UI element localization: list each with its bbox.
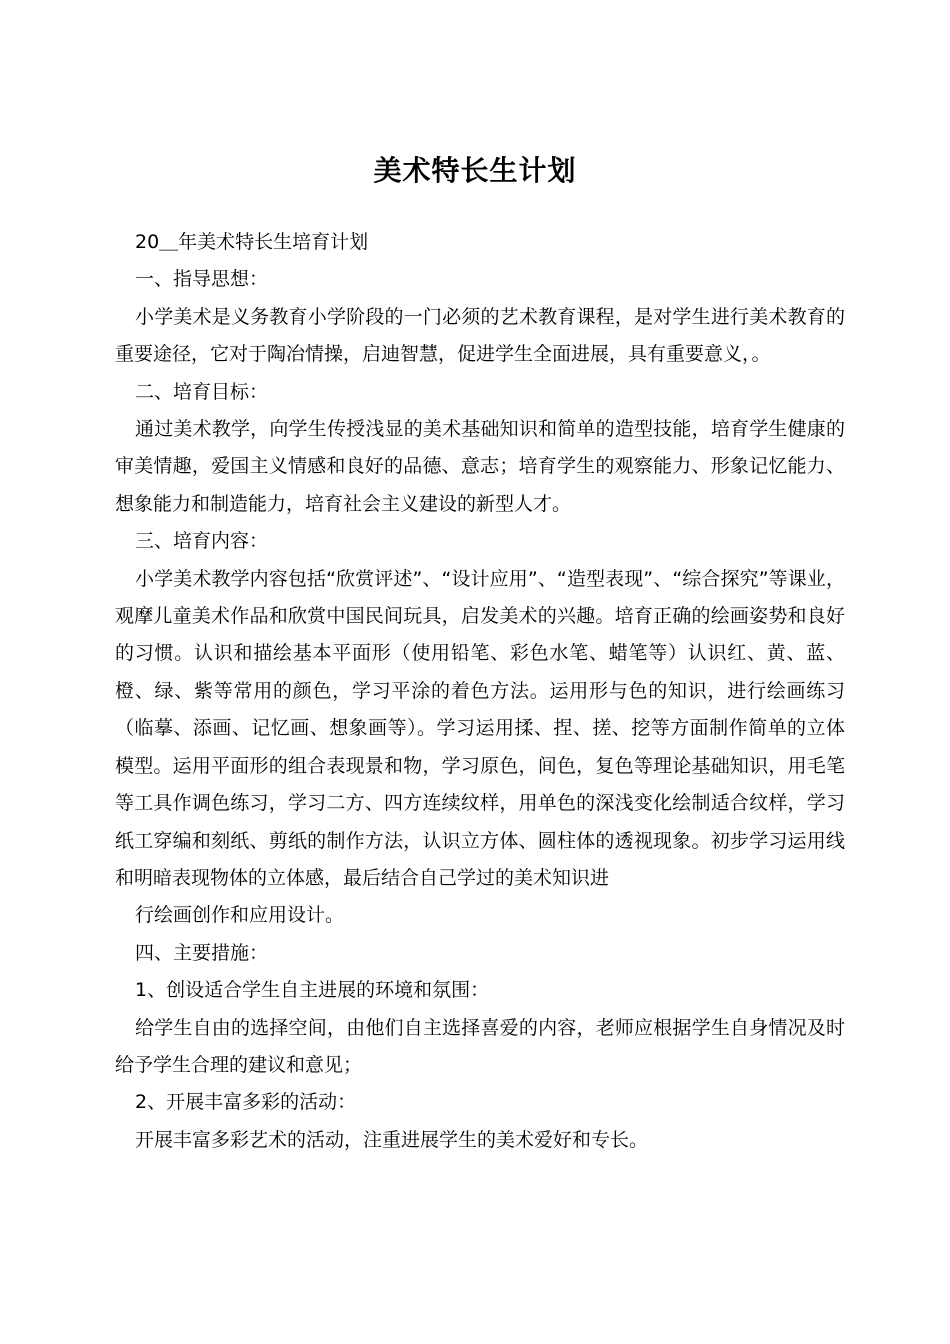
section-heading-goals: 二、培育目标： — [135, 380, 269, 403]
paragraph-guiding-thought: 小学美术是义务教育小学阶段的一门必须的艺术教育课程，是对学生进行美术教育的重要途径，它对于陶冶情操，启迪智慧，促进学生全面进展，具有重要意义，。 — [115, 305, 845, 366]
paragraph-content-continuation: 行绘画创作和应用设计。 — [135, 904, 345, 927]
section-heading-guiding-thought: 一、指导思想： — [135, 268, 269, 291]
paragraph-goals: 通过美术教学，向学生传授浅显的美术基础知识和简单的造型技能，培育学生健康的审美情趣，爱国主义情感和良好的品德、意志；培育学生的观察能力、形象记忆能力、想象能力和制造能力，培育社会主义建设的新型人才。 — [115, 418, 845, 515]
section-heading-measures: 四、主要措施： — [135, 941, 269, 964]
plan-subtitle: 20＿年美术特长生培育计划 — [135, 231, 369, 253]
section-heading-content: 三、培育内容： — [135, 530, 269, 553]
measure-1-heading: 1、创设适合学生自主进展的环境和氛围： — [135, 979, 490, 1002]
document-body — [115, 224, 845, 1159]
measure-2-heading: 2、开展丰富多彩的活动： — [135, 1091, 357, 1114]
document-title: 美术特长生计划 — [373, 153, 577, 187]
measure-2-paragraph: 开展丰富多彩艺术的活动，注重进展学生的美术爱好和专长。 — [135, 1128, 649, 1151]
paragraph-content: 小学美术教学内容包括“欣赏评述”、“设计应用”、“造型表现”、“综合探究”等课业，观摩儿童美术作品和欣赏中国民间玩具，启发美术的兴趣。培育正确的绘画姿势和良好的习惯。认识和描绘基本平面形（使用铅笔、彩色水笔、蜡笔等）认识红、黄、蓝、橙、绿、紫等常用的颜色，学习平涂的着色方法。运用形与色的知识，进行绘画练习（临摹、添画、记忆画、想象画等）。学习运用揉、捏、搓、挖等方面制作简单的立体模型。运用平面形的组合表现景和物，学习原色，间色，复色等理论基础知识，用毛笔等工具作调色练习，学习二方、四方连续纹样，用单色的深浅变化绘制适合纹样，学习纸工穿编和刻纸、剪纸的制作方法，认识立方体、圆柱体的透视现象。初步学习运用线和明暗表现物体的立体感，最后结合自己学过的美术知识进 — [115, 567, 845, 889]
measure-1-paragraph: 给学生自由的选择空间，由他们自主选择喜爱的内容，老师应根据学生自身情况及时给予学生合理的建议和意见； — [115, 1016, 845, 1076]
